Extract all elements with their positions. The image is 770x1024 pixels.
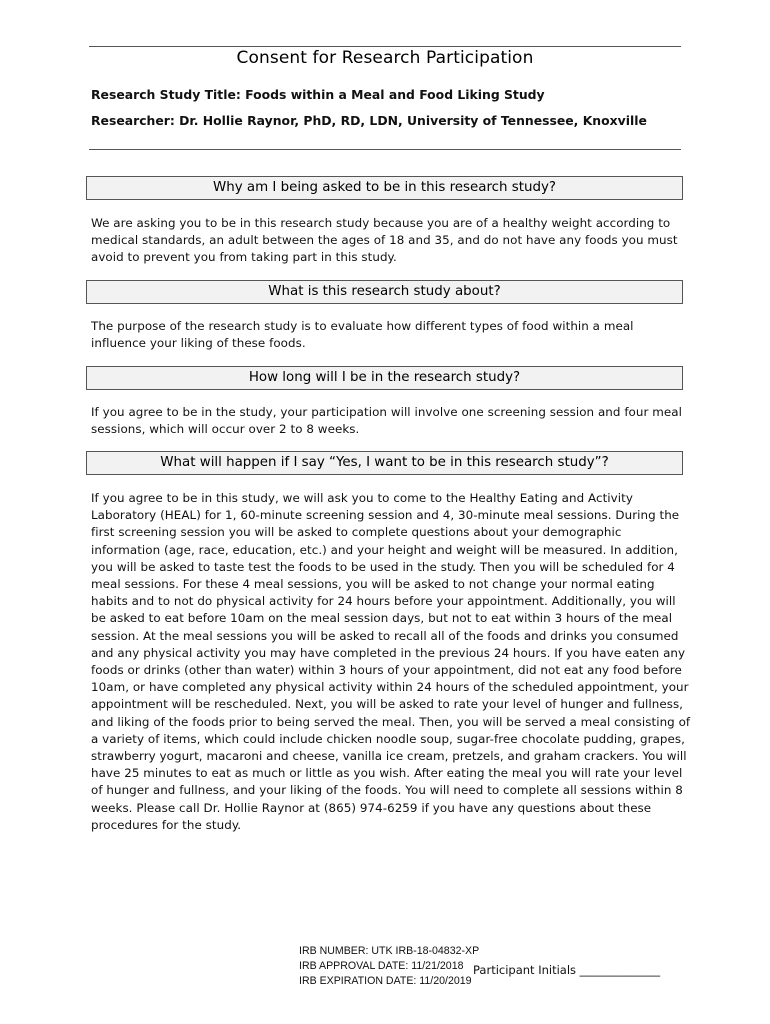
section-heading-how-long: How long will I be in the research study? (86, 366, 683, 390)
header-divider (89, 149, 681, 150)
irb-approval-date: IRB APPROVAL DATE: 11/21/2018 (299, 960, 464, 972)
section-body-about: The purpose of the research study is to evaluate how different types of food within a meal influence your liking of these foods. (91, 319, 634, 351)
study-title-line: Research Study Title: Foods within a Meal and Food Liking Study (91, 87, 545, 102)
section-heading-what-happens: What will happen if I say “Yes, I want to be in this research study”? (86, 451, 683, 475)
section-body-what-happens: If you agree to be in this study, we will ask you to come to the Healthy Eating and Activity Laboratory (HEAL) for 1, 60-minute screening session and 4, 30-minute meal sessions. During the first screening session you will be asked to complete questions about your demographic information (age, race, education, etc.) and your height and weight will be measured. In addition, you will be asked to taste test the foods to be used in the study. Then you will be scheduled for 4 meal sessions. For these 4 meal sessions, you will be asked to not change your normal eating habits and to not do physical activity for 24 hours before your appointment. Additionally, you will be asked to eat before 10am on the meal session days, but not to eat within 3 hours of the meal session. At the meal sessions you will be asked to recall all of the foods and drinks you consumed and any physical activity you may have completed in the previous 24 hours. If you have eaten any foods or drinks (other than water) within 3 hours of your appointment, did not eat any food before 10am, or have completed any physical activity within 24 hours of the scheduled appointment, your appointment will be rescheduled. Next, you will be asked to rate your level of hunger and fullness, and liking of the foods prior to being served the meal. Then, you will be served a meal consisting of a variety of items, which could include chicken noodle soup, sugar-free chocolate pudding, grapes, strawberry yogurt, macaroni and cheese, vanilla ice cream, pretzels, and graham crackers. You will have 25 minutes to eat as much or little as you wish. After eating the meal you will rate your level of hunger and fullness, and your liking of the foods. You will need to complete all sessions within 8 weeks. Please call Dr. Hollie Raynor at (865) 974-6259 if you have any questions about these procedures for the study. (91, 491, 691, 832)
participant-initials[interactable]: Participant Initials ______________ (473, 963, 661, 977)
irb-number: IRB NUMBER: UTK IRB-18-04832-XP (299, 945, 480, 957)
researcher-line: Researcher: Dr. Hollie Raynor, PhD, RD, LDN, University of Tennessee, Knoxville (91, 113, 647, 128)
section-heading-about: What is this research study about? (86, 280, 683, 304)
irb-expiration-date: IRB EXPIRATION DATE: 11/20/2019 (299, 975, 472, 987)
section-body-how-long: If you agree to be in the study, your participation will involve one screening session and four meal sessions, which will occur over 2 to 8 weeks. (91, 405, 682, 437)
top-rule (89, 46, 681, 47)
section-heading-why: Why am I being asked to be in this research study? (86, 176, 683, 200)
irb-footer (299, 944, 479, 989)
section-body-why: We are asking you to be in this research study because you are of a healthy weight according to medical standards, an adult between the ages of 18 and 35, and do not have any foods you must avoid to prevent you from taking part in this study. (91, 216, 678, 265)
document-title: Consent for Research Participation (236, 48, 534, 68)
